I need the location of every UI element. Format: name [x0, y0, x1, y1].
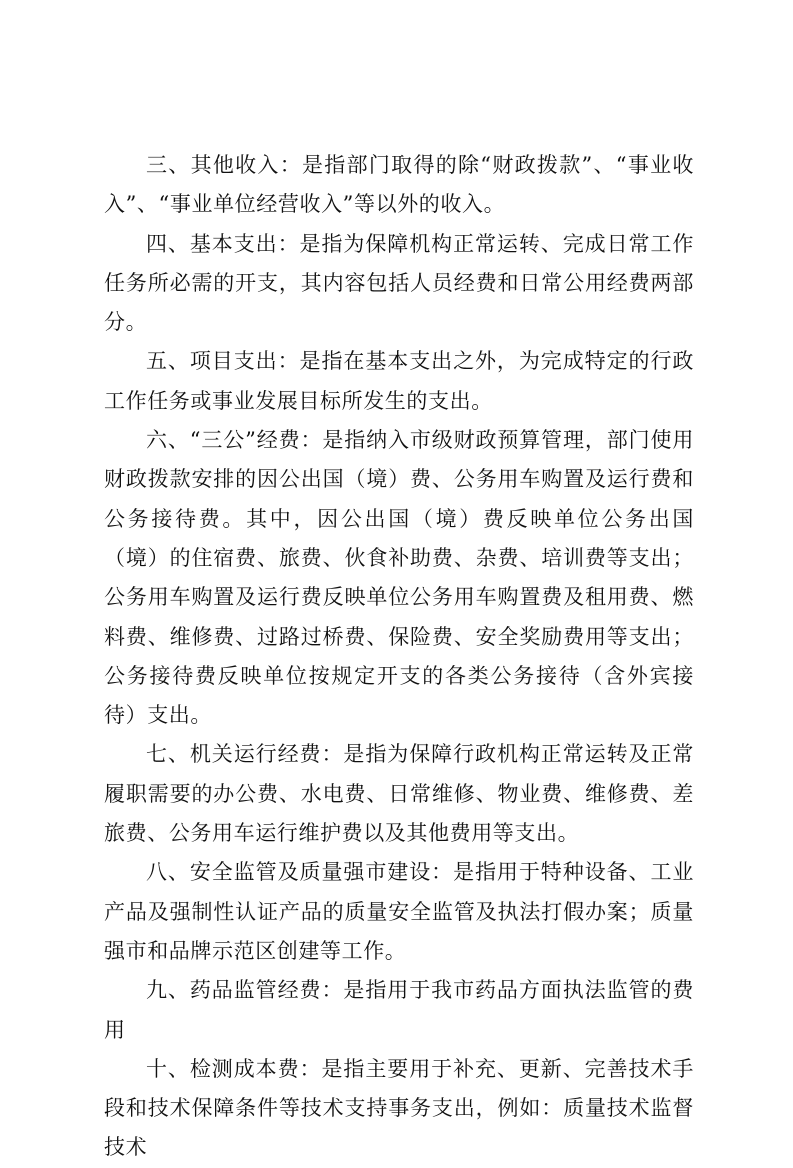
paragraph-safety-supervision: 八、安全监管及质量强市建设：是指用于特种设备、工业产品及强制性认证产品的质量安全监管及执法打假办案；质量强市和品牌示范区创建等工作。 — [104, 860, 694, 963]
paragraph-drug-supervision: 九、药品监管经费：是指用于我市药品方面执法监管的费用 — [104, 978, 694, 1042]
paragraph-project-expenditure: 五、项目支出：是指在基本支出之外，为完成特定的行政工作任务或事业发展目标所发生的支出。 — [104, 349, 694, 413]
paragraph-agency-operating-expenses: 七、机关运行经费：是指为保障行政机构正常运转及正常履职需要的办公费、水电费、日常维修、物业费、维修费、差旅费、公务用车运行维护费以及其他费用等支出。 — [104, 742, 694, 846]
paragraph-testing-cost: 十、检测成本费：是指主要用于补充、更新、完善技术手段和技术保障条件等技术支持事务支出，例如：质量技术监督技术 — [104, 1056, 694, 1160]
paragraph-three-public-expenses: 六、“三公”经费：是指纳入市级财政预算管理，部门使用财政拨款安排的因公出国（境）费、公务用车购置及运行费和公务接待费。其中，因公出国（境）费反映单位公务出国（境）的住宿费、旅费、伙食补助费、杂费、培训费等支出；公务用车购置及运行费反映单位公务用车购置费及租用费、燃料费、维修费、过路过桥费、保险费、安全奖励费用等支出；公务接待费反映单位按规定开支的各类公务接待（含外宾接待）支出。 — [104, 428, 694, 728]
document-body — [104, 146, 694, 1168]
paragraph-basic-expenditure: 四、基本支出：是指为保障机构正常运转、完成日常工作任务所必需的开支，其内容包括人员经费和日常公用经费两部分。 — [104, 231, 694, 335]
paragraph-other-income: 三、其他收入：是指部门取得的除“财政拨款”、“事业收入”、“事业单位经营收入”等以外的收入。 — [104, 153, 694, 217]
